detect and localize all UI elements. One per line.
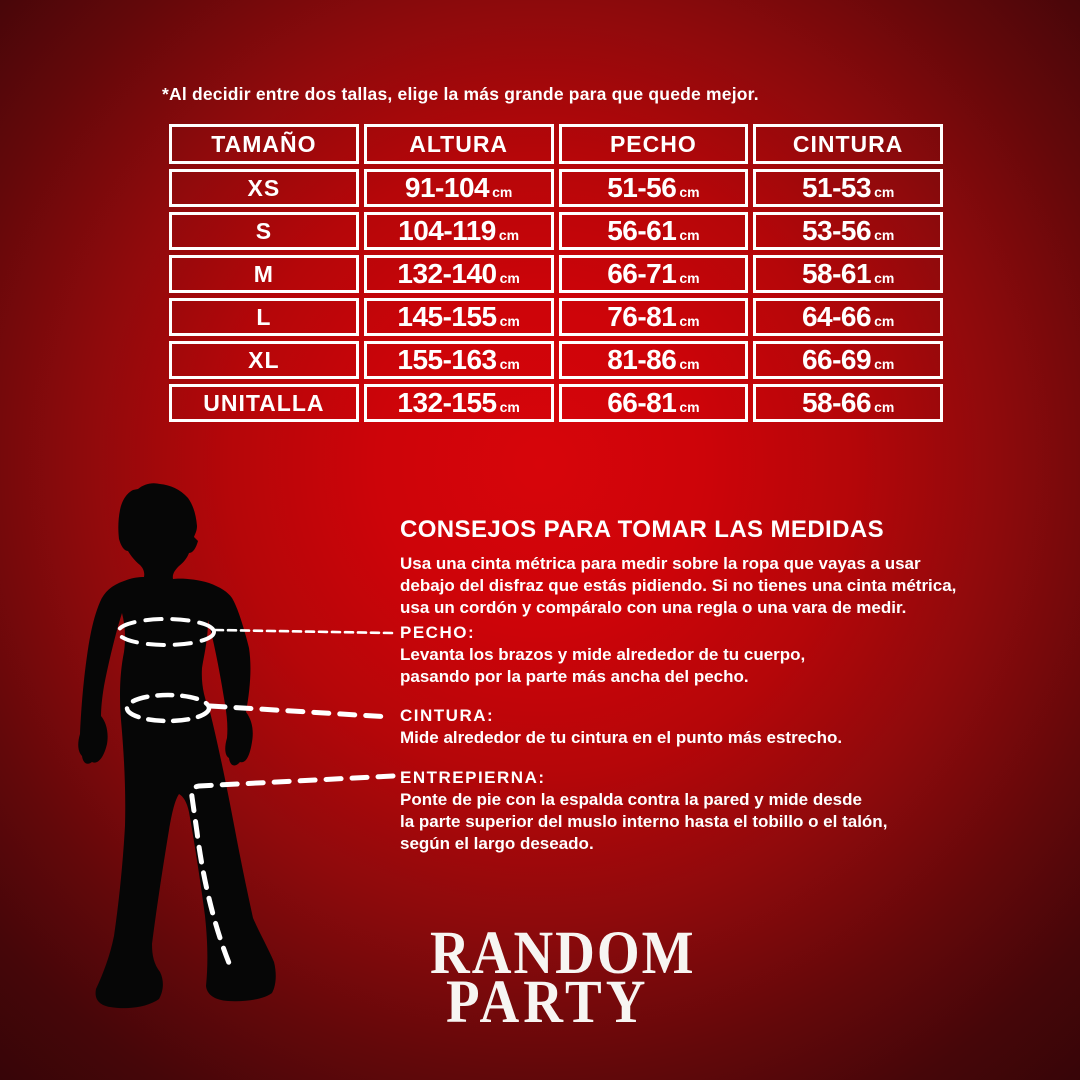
header-tamano: TAMAÑO	[169, 124, 359, 164]
value: 76-81	[607, 301, 677, 332]
tip-pecho-line: pasando por la parte más ancha del pecho.	[400, 667, 749, 686]
unit-label: cm	[874, 399, 895, 415]
unit-label: cm	[679, 184, 700, 200]
value: 132-155	[397, 387, 497, 418]
value: 66-71	[607, 258, 677, 289]
brand-logo	[430, 917, 696, 1036]
unit-label: cm	[499, 356, 520, 372]
tip-pecho-line: Levanta los brazos y mide alrededor de tu cuerpo,	[400, 645, 806, 664]
value: 91-104	[404, 172, 490, 203]
value: 66-69	[801, 344, 872, 375]
value: 66-81	[607, 387, 677, 418]
value: 64-66	[801, 301, 872, 332]
value: 155-163	[397, 344, 497, 375]
size-cell: L	[169, 298, 359, 336]
unit-label: cm	[874, 313, 895, 329]
tip-cintura-label: CINTURA:	[400, 706, 495, 725]
tip-entrepierna-label: ENTREPIERNA:	[400, 768, 546, 787]
value: 81-86	[607, 344, 677, 375]
sizing-note: *Al decidir entre dos tallas, elige la más grande para que quede mejor.	[162, 84, 759, 104]
unit-label: cm	[679, 399, 700, 415]
unit-label: cm	[499, 270, 520, 286]
unit-label: cm	[874, 356, 895, 372]
value: 104-119	[398, 215, 496, 246]
tip-entrepierna	[400, 767, 990, 855]
tip-entrepierna-line: según el largo deseado.	[400, 834, 594, 853]
unit-label: cm	[679, 313, 700, 329]
value: 132-140	[397, 258, 497, 289]
unit-label: cm	[679, 227, 700, 243]
size-cell: UNITALLA	[169, 384, 359, 422]
value: 58-61	[801, 258, 872, 289]
value: 53-56	[801, 215, 872, 246]
tip-cintura	[400, 705, 990, 749]
unit-label: cm	[679, 270, 700, 286]
brand-logo-line2: PARTY	[446, 967, 650, 1036]
tips-intro-line: usa un cordón y compáralo con una regla o una vara de medir.	[400, 598, 907, 617]
tips-title: CONSEJOS PARA TOMAR LAS MEDIDAS	[400, 516, 884, 543]
size-cell: XL	[169, 341, 359, 379]
tip-entrepierna-line: Ponte de pie con la espalda contra la pared y mide desde	[400, 790, 862, 809]
unit-label: cm	[499, 313, 520, 329]
tip-entrepierna-line: la parte superior del muslo interno hasta el tobillo o el talón,	[400, 812, 888, 831]
size-cell: S	[169, 212, 359, 250]
tips-section	[400, 516, 978, 619]
tip-pecho	[400, 622, 990, 688]
unit-label: cm	[679, 356, 700, 372]
tips-intro-line: debajo del disfraz que estás pidiendo. Si no tienes una cinta métrica,	[400, 576, 957, 595]
tips-intro-line: Usa una cinta métrica para medir sobre la ropa que vayas a usar	[400, 554, 921, 573]
unit-label: cm	[498, 227, 520, 243]
tip-pecho-label: PECHO:	[400, 623, 476, 642]
unit-label: cm	[874, 270, 895, 286]
value: 145-155	[397, 301, 497, 332]
tip-cintura-line: Mide alrededor de tu cintura en el punto más estrecho.	[400, 728, 843, 747]
brand-logo-line1: RANDOM	[430, 917, 696, 987]
value: 51-56	[607, 172, 677, 203]
header-pecho: PECHO	[559, 124, 749, 164]
unit-label: cm	[492, 184, 513, 200]
unit-label: cm	[874, 184, 895, 200]
child-silhouette-icon	[78, 483, 275, 1008]
size-cell: XS	[169, 169, 359, 207]
value: 58-66	[801, 387, 872, 418]
size-cell: M	[169, 255, 359, 293]
unit-label: cm	[874, 227, 895, 243]
header-altura: ALTURA	[364, 124, 554, 164]
unit-label: cm	[499, 399, 520, 415]
header-cintura: CINTURA	[753, 124, 943, 164]
value: 51-53	[801, 172, 872, 203]
value: 56-61	[607, 215, 677, 246]
